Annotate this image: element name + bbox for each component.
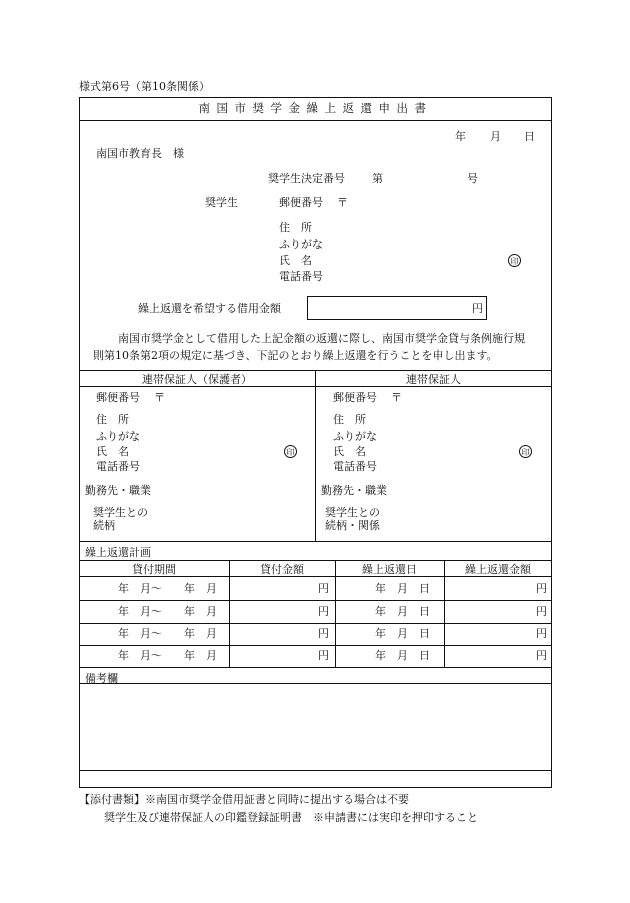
guarantor-left-furigana-label: ふりがな: [96, 430, 140, 443]
plan-row-loan-unit: 円: [318, 605, 329, 618]
student-seal-icon: 印: [508, 254, 521, 267]
guarantor-left-postal-label: 郵便番号: [96, 391, 140, 404]
guarantor-divider: [315, 370, 316, 541]
plan-row-line-3: [79, 645, 552, 646]
addressee: 南国市教育長 様: [96, 147, 184, 160]
student-name-label: 氏 名: [279, 254, 312, 267]
plan-row-period: 年 月〜 年 月: [118, 649, 217, 662]
plan-row-date: 年 月 日: [375, 627, 430, 640]
guarantor-left-relation-label-2: 続柄: [93, 519, 115, 532]
plan-row-repay-unit: 円: [536, 605, 547, 618]
statement-line-2: 則第10条第2項の規定に基づき、下記のとおり繰上返還を行うことを申し出ます。: [93, 349, 498, 362]
guarantor-left-name-label: 氏 名: [96, 445, 129, 458]
student-postal-mark: 〒: [337, 196, 348, 209]
plan-row-period: 年 月〜 年 月: [118, 627, 217, 640]
form-number: 様式第6号（第10条関係）: [79, 80, 210, 93]
student-postal-label: 郵便番号: [279, 196, 323, 209]
title-divider: [79, 120, 552, 121]
guarantor-right-heading: 連帯保証人: [406, 373, 461, 386]
plan-row-period: 年 月〜 年 月: [118, 582, 217, 595]
plan-col-divider-3: [444, 560, 445, 667]
plan-row-date: 年 月 日: [375, 582, 430, 595]
guarantor-right-relation-label-2: 続柄・関係: [325, 519, 380, 532]
plan-col-divider-1: [229, 560, 230, 667]
plan-col-period: 貸付期間: [132, 563, 176, 576]
remarks-top-line: [79, 683, 552, 684]
attachments-line-2: 奨学生及び連帯保証人の印鑑登録証明書 ※申請書には実印を押印すること: [104, 811, 478, 824]
guarantor-left-seal-icon: 印: [284, 445, 297, 458]
plan-row-repay-unit: 円: [536, 649, 547, 662]
plan-row-period: 年 月〜 年 月: [118, 605, 217, 618]
plan-col-divider-2: [335, 560, 336, 667]
guarantor-right-furigana-label: ふりがな: [333, 430, 377, 443]
guarantor-right-seal-icon: 印: [519, 445, 532, 458]
attachments-line-1: 【添付書類】※南国市奨学金借用証書と同時に提出する場合は不要: [79, 793, 409, 806]
guarantor-right-work-label: 勤務先・職業: [321, 484, 387, 497]
plan-header-line: [79, 576, 552, 577]
date-year: 年: [455, 130, 466, 143]
plan-row-repay-unit: 円: [536, 582, 547, 595]
student-decision-label: 奨学生決定番号: [268, 172, 345, 185]
plan-row-loan-unit: 円: [318, 582, 329, 595]
student-furigana-label: ふりがな: [279, 238, 323, 251]
plan-col-loan: 貸付金額: [260, 563, 304, 576]
student-phone-label: 電話番号: [279, 270, 323, 283]
guarantor-right-postal-mark: 〒: [391, 391, 402, 404]
guarantor-left-postal-mark: 〒: [154, 391, 165, 404]
form-title: 南国市奨学金繰上返還申出書: [198, 101, 433, 115]
plan-row-loan-unit: 円: [318, 627, 329, 640]
plan-row-loan-unit: 円: [318, 649, 329, 662]
student-address-label: 住 所: [279, 221, 312, 234]
plan-table-bottom: [79, 667, 552, 668]
plan-row-line-2: [79, 623, 552, 624]
guarantor-right-postal-label: 郵便番号: [333, 391, 377, 404]
guarantor-bottom-line: [79, 541, 552, 542]
guarantor-left-address-label: 住 所: [96, 413, 129, 426]
plan-row-repay-unit: 円: [536, 627, 547, 640]
amount-unit: 円: [472, 302, 483, 315]
date-day: 日: [524, 130, 535, 143]
plan-col-repay: 繰上返還金額: [465, 563, 531, 576]
guarantor-left-phone-label: 電話番号: [96, 460, 140, 473]
decision-dai: 第: [372, 172, 383, 185]
remarks-bottom-line: [79, 770, 552, 771]
plan-heading: 繰上返還計画: [85, 546, 151, 559]
amount-label: 繰上返還を希望する借用金額: [138, 302, 281, 315]
plan-col-date: 繰上返還日: [362, 563, 417, 576]
plan-table-top: [79, 560, 552, 561]
guarantor-left-work-label: 勤務先・職業: [85, 484, 151, 497]
remarks-label: 備考欄: [85, 672, 118, 685]
date-month: 月: [490, 130, 501, 143]
guarantor-right-address-label: 住 所: [333, 413, 366, 426]
statement-line-1: 南国市奨学金として借用した上記金額の返還に際し、南国市奨学金貸与条例施行規: [118, 332, 525, 345]
student-heading: 奨学生: [205, 196, 238, 209]
plan-row-line-1: [79, 600, 552, 601]
guarantor-right-name-label: 氏 名: [333, 445, 366, 458]
guarantor-left-relation-label-1: 奨学生との: [93, 506, 148, 519]
plan-row-date: 年 月 日: [375, 605, 430, 618]
plan-row-date: 年 月 日: [375, 649, 430, 662]
guarantor-left-heading: 連帯保証人（保護者）: [142, 373, 252, 386]
decision-go: 号: [467, 172, 478, 185]
guarantor-right-phone-label: 電話番号: [333, 460, 377, 473]
guarantor-right-relation-label-1: 奨学生との: [325, 506, 380, 519]
amount-input[interactable]: [307, 296, 487, 320]
